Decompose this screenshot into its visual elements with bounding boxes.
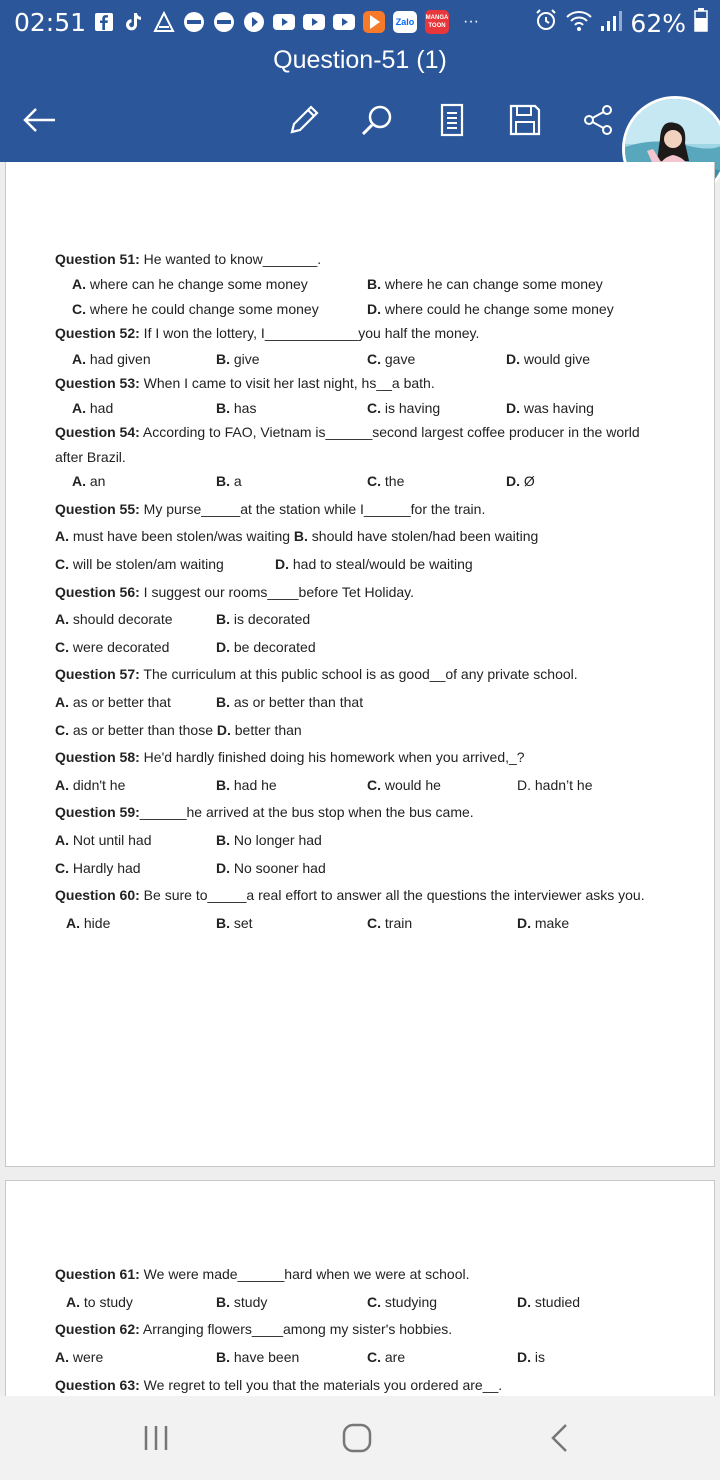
question-62: Question 62: Arranging flowers____among my sister's hobbies. — [55, 1321, 453, 1337]
q56-option-a: A. should decorate — [55, 611, 173, 627]
q57-option-b: B. as or better than that — [216, 694, 364, 710]
q53-option-b: B. has — [216, 400, 257, 416]
mangatoon-icon: MANGA TOON — [424, 10, 450, 34]
facebook-icon — [92, 10, 116, 34]
play-store-icon — [362, 10, 386, 34]
back-arrow-icon[interactable] — [16, 96, 64, 144]
search-icon[interactable] — [353, 96, 401, 144]
reading-view-icon[interactable] — [428, 96, 476, 144]
question-52: Question 52: If I won the lottery, I____________you half the money. — [55, 325, 480, 341]
zalo-icon: Zalo — [392, 10, 418, 34]
edit-icon[interactable] — [280, 96, 328, 144]
q53-option-d: D. was having — [506, 400, 594, 416]
q62-option-b: B. have been — [216, 1349, 300, 1365]
q59-option-c: C. Hardly had — [55, 860, 141, 876]
play-circle-icon — [242, 10, 266, 34]
q60-option-b: B. set — [216, 915, 253, 931]
battery-icon — [694, 8, 708, 38]
tiktok-icon — [122, 10, 146, 34]
q51-option-d: D. where could he change some money — [367, 301, 614, 317]
alarm-icon — [534, 8, 558, 38]
q59-option-a: A. Not until had — [55, 832, 152, 848]
question-59: Question 59:______he arrived at the bus stop when the bus came. — [55, 804, 474, 820]
q59-option-b: B. No longer had — [216, 832, 322, 848]
q52-option-d: D. would give — [506, 351, 591, 367]
question-55: Question 55: My purse_____at the station while I______for the train. — [55, 501, 486, 517]
q55-option-d: D. had to steal/would be waiting — [275, 556, 473, 572]
q52-option-c: C. gave — [367, 351, 416, 367]
q54-option-d: D. Ø — [506, 473, 535, 489]
q57-options-cd: C. as or better than those D. better than — [55, 722, 302, 738]
share-icon[interactable] — [574, 96, 622, 144]
recent-apps-icon[interactable] — [126, 1416, 186, 1460]
q60-option-a: A. hide — [66, 915, 111, 931]
wifi-icon — [566, 9, 592, 38]
q51-option-b: B. where he can change some money — [367, 276, 603, 292]
question-57: Question 57: The curriculum at this public school is as good__of any private school. — [55, 666, 578, 682]
q54-option-b: B. a — [216, 473, 242, 489]
q56-option-c: C. were decorated — [55, 639, 170, 655]
system-nav-bar — [0, 1396, 720, 1480]
q54-option-c: C. the — [367, 473, 405, 489]
q55-option-c: C. will be stolen/am waiting — [55, 556, 224, 572]
q62-option-c: C. are — [367, 1349, 406, 1365]
q53-option-c: C. is having — [367, 400, 441, 416]
question-54: Question 54: According to FAO, Vietnam is______second largest coffee producer in the world — [55, 424, 640, 440]
q54-option-a: A. an — [72, 473, 106, 489]
status-time: 02:51 — [14, 8, 87, 37]
q58-option-c: C. would he — [367, 777, 441, 793]
toolbar — [0, 96, 720, 146]
q58-option-a: A. didn't he — [55, 777, 126, 793]
q60-option-d: D. make — [517, 915, 570, 931]
notification-icons — [92, 10, 486, 34]
youtube-icon — [332, 10, 356, 34]
document-title: Question-51 (1) — [273, 46, 447, 74]
question-61: Question 61: We were made______hard when we were at school. — [55, 1266, 470, 1282]
q62-option-d: D. is — [517, 1349, 545, 1365]
question-54-continued: after Brazil. — [55, 449, 126, 465]
home-icon[interactable] — [327, 1416, 387, 1460]
question-63: Question 63: We regret to tell you that the materials you ordered are__. — [55, 1377, 503, 1393]
q62-option-a: A. were — [55, 1349, 104, 1365]
study-app-icon — [152, 10, 176, 34]
question-56: Question 56: I suggest our rooms____before Tet Holiday. — [55, 584, 414, 600]
circle-app-icon — [212, 10, 236, 34]
q56-option-b: B. is decorated — [216, 611, 311, 627]
q51-option-a: A. where can he change some money — [72, 276, 308, 292]
q55-options-ab: A. must have been stolen/was waiting B. should have stolen/had been waiting — [55, 528, 539, 544]
back-icon[interactable] — [530, 1416, 590, 1460]
app-header — [0, 0, 720, 162]
q53-option-a: A. had — [72, 400, 114, 416]
question-60: Question 60: Be sure to_____a real effort to answer all the questions the interviewer asks you. — [55, 887, 645, 903]
q58-option-b: B. had he — [216, 777, 277, 793]
q58-option-d: D. hadn’t he — [517, 777, 593, 793]
q57-option-a: A. as or better that — [55, 694, 171, 710]
youtube-icon — [272, 10, 296, 34]
more-notifications-icon: ··· — [463, 13, 479, 30]
q60-option-c: C. train — [367, 915, 413, 931]
system-status — [534, 8, 708, 38]
signal-icon — [600, 9, 622, 38]
save-icon[interactable] — [501, 96, 549, 144]
question-58: Question 58: He'd hardly finished doing his homework when you arrived,_? — [55, 749, 525, 765]
battery-level: 62% — [630, 8, 686, 38]
question-51: Question 51: He wanted to know_______. — [55, 251, 322, 267]
q52-option-a: A. had given — [72, 351, 151, 367]
q51-option-c: C. where he could change some money — [72, 301, 319, 317]
q61-option-a: A. to study — [66, 1294, 133, 1310]
q56-option-d: D. be decorated — [216, 639, 316, 655]
youtube-icon — [302, 10, 326, 34]
q52-option-b: B. give — [216, 351, 260, 367]
circle-app-icon — [182, 10, 206, 34]
document-page — [5, 162, 715, 1167]
document-page — [5, 1180, 715, 1420]
question-53: Question 53: When I came to visit her last night, hs__a bath. — [55, 375, 435, 391]
q59-option-d: D. No sooner had — [216, 860, 326, 876]
status-bar — [0, 0, 720, 44]
q61-option-c: C. studying — [367, 1294, 438, 1310]
q61-option-d: D. studied — [517, 1294, 581, 1310]
q61-option-b: B. study — [216, 1294, 268, 1310]
